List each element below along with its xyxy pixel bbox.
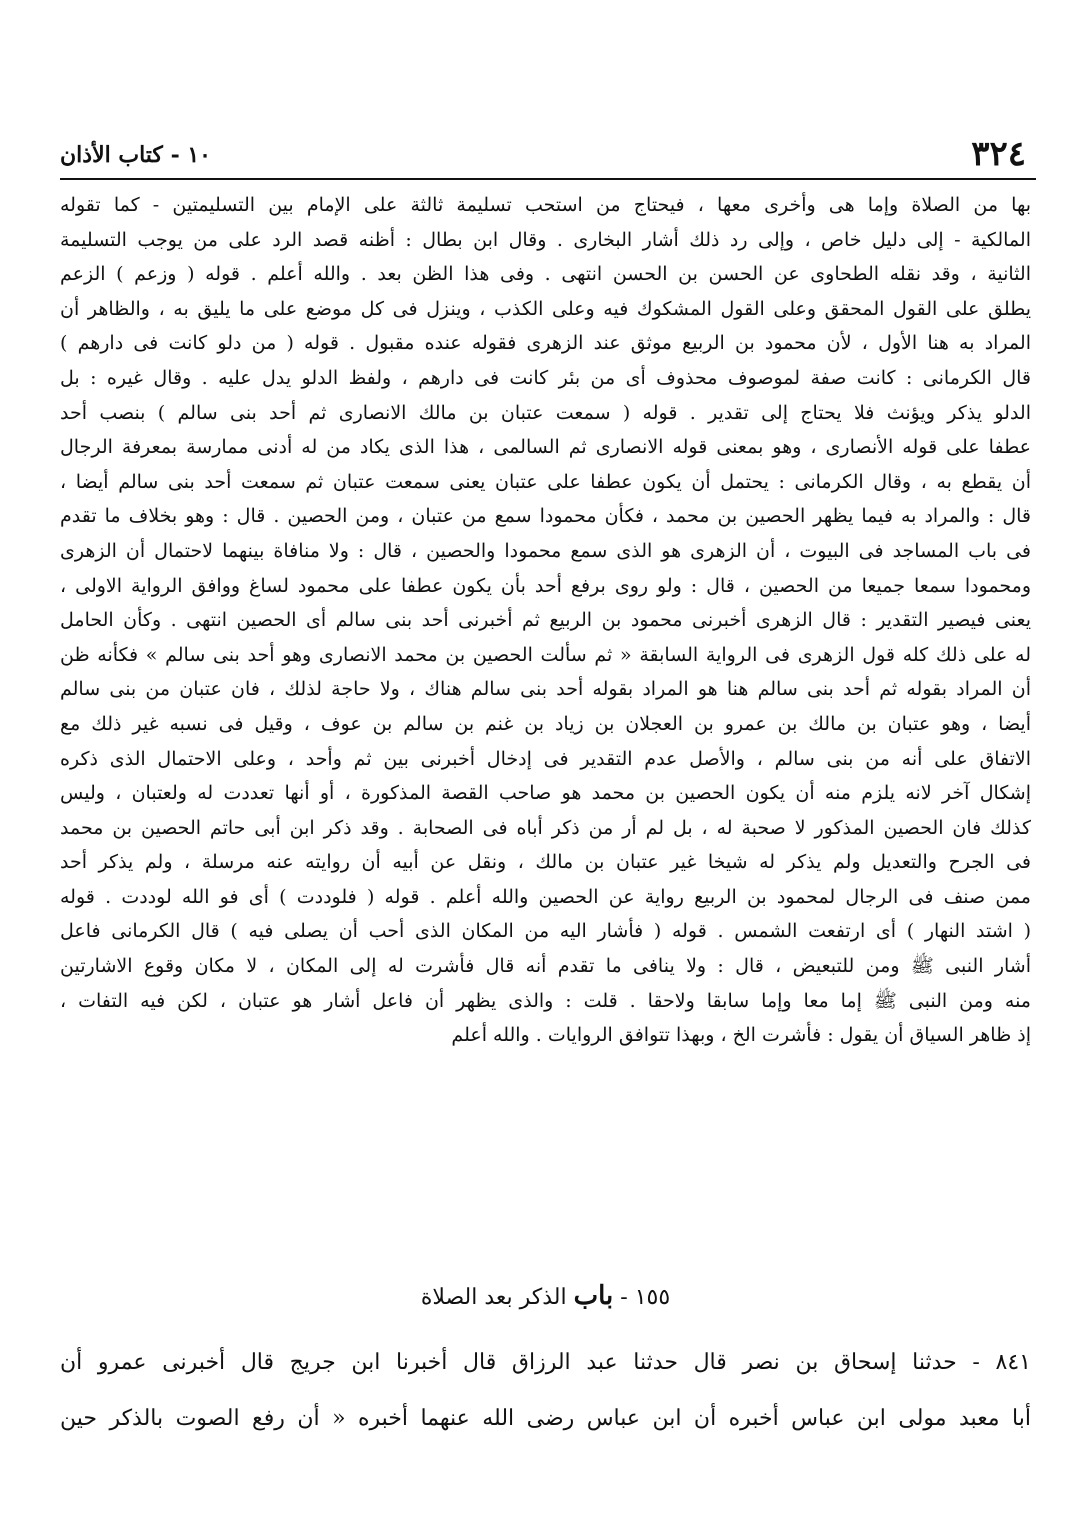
page-number: ٣٢٤ bbox=[971, 134, 1026, 174]
text-line: ممن صنف فى الرجال لمحمود بن الربيع رواية عن الحصين والله أعلم . قوله ( فلوددت ) أى فو الله لوددت . قوله bbox=[60, 885, 1031, 908]
text-line: ومحمودا سمعا جميعا من الحصين ، قال : ولو روى برفع أحد بأن يكون عطفا على محمود لساغ ووافق الرواية الاولى ، bbox=[60, 574, 1031, 597]
chapter-bab-label: باب bbox=[573, 1281, 614, 1311]
text-line: المراد به هنا الأول ، لأن محمود بن الربيع موثق عند الزهرى فقوله عنده مقبول . قوله ( من دلو كانت فى دارهم ) bbox=[60, 332, 1031, 355]
text-line: المالكية - إلى دليل خاص ، وإلى رد ذلك أشار البخارى . وقال ابن بطال : أظنه قصد الرد على من يوجب التسليمة bbox=[60, 228, 1031, 251]
text-line: له على ذلك كله قول الزهرى فى الرواية السابقة « ثم سألت الحصين بن محمد الانصارى وهو أحد بنى سالم » فكأنه ظن bbox=[60, 643, 1031, 666]
text-line: أن يقطع به ، وقال الكرمانى : يحتمل أن يكون عطفا على عتبان يعنى سمعت عتبان ثم سمعت أحد بنى سالم أيضا ، bbox=[60, 470, 1031, 493]
text-line: الاتفاق على أنه من بنى سالم ، والأصل عدم التقدير فى إدخال أخبرنى بين ثم وأحد ، وعلى الاحتمال الذى ذكره bbox=[60, 747, 1031, 770]
text-line: الدلو يذكر ويؤنث فلا يحتاج إلى تقدير . قوله ( سمعت عتبان بن مالك الانصارى ثم أحد بنى سالم ) بنصب أحد bbox=[60, 401, 1031, 424]
text-line: ( اشتد النهار ) أى ارتفعت الشمس . قوله ( فأشار اليه من المكان الذى أحب أن يصلى فيه ) قال الكرمانى فاعل bbox=[60, 920, 1031, 943]
hadith-text bbox=[60, 1335, 1031, 1447]
text-line: كذلك فان الحصين المذكور لا صحبة له ، بل لم أر من ذكر أباه فى الصحابة . وقد ذكر ابن أبى حاتم الحصين بن محمد bbox=[60, 816, 1031, 839]
text-line: يعنى فيصير التقدير : قال الزهرى أخبرنى محمود بن الربيع ثم أخبرنى أحد بنى سالم أى الحصين انتهى . وكأن الحامل bbox=[60, 609, 1031, 632]
text-line: الثانية ، وقد نقله الطحاوى عن الحسن بن الحسن انتهى . وفى هذا الظن بعد . والله أعلم . قوله ( وزعم ) الزعم bbox=[60, 263, 1031, 286]
text-line: قال الكرمانى : كانت صفة لموصوف محذوف أى من بئر كانت فى دارهم ، ولفظ الدلو يدل عليه . وقال غيره : بل bbox=[60, 366, 1031, 389]
text-line: قال : والمراد به فيما يظهر الحصين بن محمد ، فكأن محمودا سمع من عتبان ، ومن الحصين . قال : وهو بخلاف ما تقدم bbox=[60, 505, 1031, 528]
text-line: يطلق على القول المحقق وعلى القول المشكوك فيه وعلى الكذب ، وينزل فى كل موضع على ما يليق به ، والظاهر أن bbox=[60, 297, 1031, 320]
page-header bbox=[60, 134, 1026, 174]
text-line: إشكال آخر لانه يلزم منه أن يكون الحصين بن محمد هو صاحب القصة المذكورة ، أو أنها تعددت له ولعتبان ، وليس bbox=[60, 782, 1031, 805]
text-line: إذ ظاهر السياق أن يقول : فأشرت الخ ، وبهذا تتوافق الروايات . والله أعلم bbox=[451, 1024, 1031, 1047]
text-line: فى باب المساجد فى البيوت ، أن الزهرى هو الذى سمع محمودا والحصين ، قال : ولا منافاة بينهما لاحتمال أن الزهرى bbox=[60, 539, 1031, 562]
chapter-number: ١٥٥ - bbox=[620, 1285, 671, 1310]
text-line: منه ومن النبى ﷺ إما معا وإما سابقا ولاحقا . قلت : والذى يظهر أن فاعل أشار هو عتبان ، لكن فيه التفات ، bbox=[60, 989, 1031, 1012]
text-line: أشار النبى ﷺ ومن للتبعيض ، قال : ولا ينافى ما تقدم أنه قال فأشرت له إلى المكان ، لا مكان وقوع الاشارتين bbox=[60, 955, 1031, 978]
text-line: فى الجرح والتعديل ولم يذكر له شيخا غير عتبان بن مالك ، ونقل عن أبيه أن روايته عنه مرسلة ، ولم يذكر أحد bbox=[60, 851, 1031, 874]
chapter-title: الذكر بعد الصلاة bbox=[420, 1285, 567, 1310]
commentary-text bbox=[60, 188, 1031, 1053]
chapter-heading bbox=[60, 1276, 1031, 1318]
text-line: عطفا على قوله الأنصارى ، وهو بمعنى قوله الانصارى ثم السالمى ، هذا الذى يكاد من له أدنى ممارسة بمعرفة الرجال bbox=[60, 436, 1031, 459]
running-title: ١٠ - كتاب الأذان bbox=[60, 142, 211, 168]
hadith-line: ٨٤١ - حدثنا إسحاق بن نصر قال حدثنا عبد الرزاق قال أخبرنا ابن جريج قال أخبرنى عمرو أن bbox=[60, 1350, 1031, 1375]
hadith-line: أبا معبد مولى ابن عباس أخبره أن ابن عباس رضى الله عنهما أخبره « أن رفع الصوت بالذكر حين bbox=[60, 1406, 1031, 1431]
text-line: أيضا ، وهو عتبان بن مالك بن عمرو بن العجلان بن زياد بن غنم بن سالم بن عوف ، وقيل فى نسبه غير ذلك مع bbox=[60, 712, 1031, 735]
header-divider bbox=[60, 178, 1036, 180]
text-line: بها من الصلاة وإما هى وأخرى معها ، فيحتاج من استحب تسليمة ثالثة على الإمام بين التسليمتين - كما تقوله bbox=[60, 194, 1031, 216]
text-line: أن المراد بقوله ثم أحد بنى سالم هنا هو المراد بقوله أحد بنى سالم هناك ، ولا حاجة لذلك ، فان عتبان من بنى سالم bbox=[60, 678, 1031, 701]
